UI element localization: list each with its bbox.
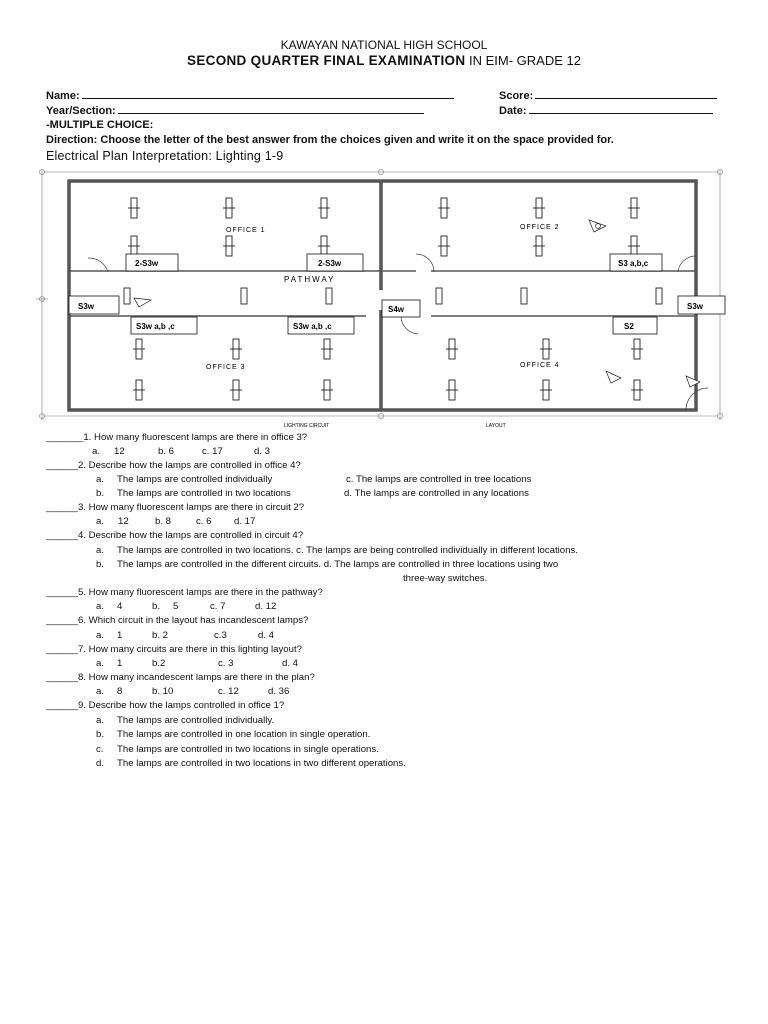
q8-option-b: b. 10 [152, 686, 174, 697]
question-9: ______9. Describe how the lamps controlled in office 1? [46, 700, 285, 711]
question-7: ______7. How many circuits are there in this lighting layout? [46, 644, 302, 655]
lamp-symbol-office4-a [606, 371, 621, 383]
multiple-choice-heading: -MULTIPLE CHOICE: [46, 119, 154, 131]
q8-option-a: 8 [117, 686, 123, 697]
school-name: KAWAYAN NATIONAL HIGH SCHOOL [280, 38, 488, 52]
switch-label-office1-right: 2-S3w [318, 259, 342, 268]
q7-option-a-letter: a. [96, 658, 105, 669]
score-line [535, 88, 717, 99]
q1-option-c: c. 17 [202, 446, 223, 457]
q5-option-c: c. 7 [210, 601, 226, 612]
q2-option-d: d. The lamps are controlled in any locations [344, 488, 529, 499]
q8-option-d: d. 36 [268, 686, 290, 697]
lamp-dot-office2 [596, 224, 601, 229]
pathway-fluorescent-lamp [656, 288, 662, 304]
direction-text: Choose the letter of the best answer from the choices given and write it on the space provided for. [97, 134, 614, 146]
question-4: ______4. Describe how the lamps are controlled in circuit 4? [46, 530, 304, 541]
pathway-fluorescent-lamp [241, 288, 247, 304]
switch-label-office1-left: 2-S3w [135, 259, 159, 268]
exam-title [0, 53, 768, 68]
q9-option-c-letter: c. [96, 744, 104, 755]
switch-label-office4: S2 [624, 322, 634, 331]
office4-label: OFFICE 4 [520, 362, 560, 369]
q9-option-b: The lamps are controlled in one location in single operation. [117, 729, 371, 740]
lighting-floor-plan [36, 166, 726, 428]
q9-option-a-letter: a. [96, 715, 105, 726]
direction [46, 134, 614, 146]
q6-option-b: b. 2 [152, 630, 169, 641]
question-1: _______1. How many fluorescent lamps are there in office 3? [46, 432, 308, 443]
q9-option-c: The lamps are controlled in two locations in single operations. [117, 744, 379, 755]
q5-option-b-letter: b. [152, 601, 161, 612]
office3-label: OFFICE 3 [206, 364, 246, 371]
q3-option-c: c. 6 [196, 516, 212, 527]
section-title: Electrical Plan Interpretation: Lighting 1-9 [46, 149, 284, 163]
name-field[interactable] [46, 88, 454, 102]
question-8: ______8. How many incandescent lamps are there in the plan? [46, 672, 315, 683]
pathway-fluorescent-lamp [436, 288, 442, 304]
q3-option-d: d. 17 [234, 516, 256, 527]
q2-option-a: The lamps are controlled individually [117, 474, 273, 485]
q4-option-a-letter: a. [96, 545, 105, 556]
q3-option-b: b. 8 [155, 516, 172, 527]
date-field[interactable] [499, 103, 713, 117]
q5-option-b: 5 [173, 601, 179, 612]
pathway-fluorescent-lamp [326, 288, 332, 304]
q2-option-b: The lamps are controlled in two locations [117, 488, 291, 499]
q4-option-a-c: The lamps are controlled in two locations. c. The lamps are being controlled individually in different locations. [117, 545, 578, 556]
q9-option-d-letter: d. [96, 758, 105, 769]
q7-option-c: c. 3 [218, 658, 234, 669]
q1-option-d: d. 3 [254, 446, 271, 457]
q2-option-a-letter: a. [96, 474, 105, 485]
q6-option-d: d. 4 [258, 630, 275, 641]
q7-option-a: 1 [117, 658, 123, 669]
q9-option-d: The lamps are controlled in two locations in two different operations. [117, 758, 406, 769]
q6-option-a: 1 [117, 630, 123, 641]
score-field[interactable] [499, 88, 717, 102]
q3-option-a: 12 [118, 516, 129, 527]
q6-option-c: c.3 [214, 630, 227, 641]
name-label: Name: [46, 90, 80, 102]
switch-label-office3-left: S3w a,b ,c [136, 322, 175, 331]
q1-option-a-letter: a. [92, 446, 101, 457]
switch-label-center: S4w [388, 305, 405, 314]
q9-option-b-letter: b. [96, 729, 105, 740]
q7-option-d: d. 4 [282, 658, 299, 669]
year-section-label: Year/Section: [46, 105, 116, 117]
exam-subject: IN EIM- GRADE 12 [465, 53, 581, 68]
exam-title-main: SECOND QUARTER FINAL EXAMINATION [187, 53, 466, 68]
q4-option-d-continued: three-way switches. [403, 573, 488, 584]
plan-caption-left: LIGHTING CIRCUIT [284, 423, 330, 428]
switch-label-office2: S3 a,b,c [618, 259, 649, 268]
q2-option-b-letter: b. [96, 488, 105, 499]
score-label: Score: [499, 90, 534, 102]
q4-option-b-d: The lamps are controlled in the different circuits. d. The lamps are controlled in three locations using two [117, 559, 559, 570]
question-5: ______5. How many fluorescent lamps are there in the pathway? [46, 587, 323, 598]
switch-label-right-end: S3w [687, 302, 704, 311]
year-section-field[interactable] [46, 103, 424, 117]
q5-option-a: 4 [117, 601, 123, 612]
office1-label: OFFICE 1 [226, 227, 266, 234]
walls [69, 181, 696, 410]
q5-option-d: d. 12 [255, 601, 277, 612]
lamp-symbol-pathway [134, 298, 151, 307]
q4-option-b-letter: b. [96, 559, 105, 570]
q2-option-c: c. The lamps are controlled in tree locations [346, 474, 532, 485]
q1-option-a: 12 [114, 446, 125, 457]
q1-option-b: b. 6 [158, 446, 175, 457]
lamp-symbol-office4-b [686, 376, 700, 387]
question-2: ______2. Describe how the lamps are controlled in office 4? [46, 460, 301, 471]
date-label: Date: [499, 105, 527, 117]
date-line [529, 103, 713, 114]
switch-label-office3-right: S3w a,b ,c [293, 322, 332, 331]
q6-option-a-letter: a. [96, 630, 105, 641]
office2-label: OFFICE 2 [520, 224, 560, 231]
plan-caption-right: LAYOUT [486, 423, 506, 428]
direction-label: Direction: [46, 134, 98, 146]
q8-option-a-letter: a. [96, 686, 105, 697]
pathway-fluorescent-lamp [124, 288, 130, 304]
switch-label-left-end: S3w [78, 302, 95, 311]
q5-option-a-letter: a. [96, 601, 105, 612]
question-6: ______6. Which circuit in the layout has incandescent lamps? [46, 615, 309, 626]
name-line [82, 88, 454, 99]
pathway-fluorescent-lamp [521, 288, 527, 304]
pathway-label: PATHWAY [284, 275, 336, 284]
year-section-line [118, 103, 424, 114]
q3-option-a-letter: a. [96, 516, 105, 527]
q9-option-a: The lamps are controlled individually. [117, 715, 275, 726]
question-3: ______3. How many fluorescent lamps are there in circuit 2? [46, 502, 305, 513]
q8-option-c: c. 12 [218, 686, 239, 697]
q7-option-b: b.2 [152, 658, 166, 669]
